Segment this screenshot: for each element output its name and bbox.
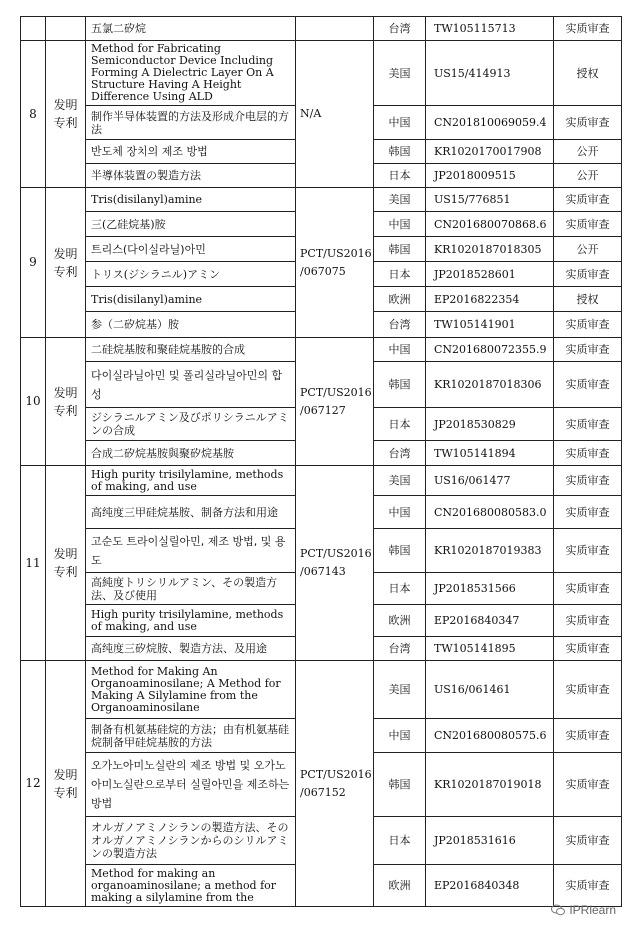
patent-title: 三(乙硅烷基)胺 <box>86 212 296 237</box>
table-row <box>21 661 622 719</box>
country: 韩国 <box>374 529 426 573</box>
country: 欧洲 <box>374 287 426 312</box>
patent-type-line2: 专利 <box>53 403 78 418</box>
patent-title: 트리스(다이실라닐)아민 <box>86 237 296 262</box>
patent-title: 合成二矽烷基胺與聚矽烷基胺 <box>86 441 296 466</box>
pct-number <box>296 17 374 41</box>
country: 台湾 <box>374 17 426 41</box>
application-number: EP2016822354 <box>426 287 554 312</box>
application-number: JP2018528601 <box>426 262 554 287</box>
table-row <box>21 188 622 212</box>
country: 韩国 <box>374 237 426 262</box>
application-number: JP2018531566 <box>426 573 554 605</box>
status: 实质审查 <box>554 529 622 573</box>
status: 实质审查 <box>554 605 622 637</box>
patent-title: 参（二矽烷基）胺 <box>86 312 296 338</box>
country: 欧洲 <box>374 865 426 907</box>
patent-type-line2: 专利 <box>53 264 78 279</box>
status: 授权 <box>554 287 622 312</box>
application-number: US16/061461 <box>426 661 554 719</box>
patent-title: トリス(ジシラニル)アミン <box>86 262 296 287</box>
application-number: JP2018009515 <box>426 164 554 188</box>
patent-type-line1: 发明 <box>53 385 78 400</box>
application-number: EP2016840348 <box>426 865 554 907</box>
row-number: 8 <box>21 41 46 188</box>
patent-title: 高纯度三甲硅烷基胺、制备方法和用途 <box>86 496 296 529</box>
application-number: TW105141901 <box>426 312 554 338</box>
pct-number-line1: PCT/US2016 <box>300 385 372 399</box>
country: 韩国 <box>374 362 426 408</box>
patent-type-line1: 发明 <box>53 98 78 112</box>
country: 欧洲 <box>374 605 426 637</box>
country: 韩国 <box>374 753 426 817</box>
country: 台湾 <box>374 441 426 466</box>
pct-number <box>296 661 374 907</box>
pct-number-line1: PCT/US2016 <box>300 547 372 560</box>
patent-title: High purity trisilylamine, methods of making, and use <box>86 466 296 496</box>
patent-type-line2: 专利 <box>53 785 78 800</box>
patent-type-line1: 发明 <box>53 246 78 261</box>
status: 实质审查 <box>554 637 622 661</box>
status: 实质审查 <box>554 466 622 496</box>
application-number: US15/414913 <box>426 41 554 106</box>
table-row <box>21 466 622 496</box>
application-number: CN201680070868.6 <box>426 212 554 237</box>
status: 实质审查 <box>554 408 622 441</box>
status: 实质审查 <box>554 719 622 753</box>
status: 实质审查 <box>554 753 622 817</box>
patent-type-line1: 发明 <box>53 547 78 561</box>
country: 日本 <box>374 408 426 441</box>
application-number: CN201680072355.9 <box>426 338 554 362</box>
application-number: TW105141894 <box>426 441 554 466</box>
status: 实质审查 <box>554 212 622 237</box>
row-number: 11 <box>21 466 46 661</box>
patent-title: 오가노아미노실란의 제조 방법 및 오가노아미노실란으로부터 실릴아민을 제조하는 방법 <box>86 753 296 817</box>
patent-title: 高純度トリシリルアミン、その製造方法、及び使用 <box>86 573 296 605</box>
application-number: KR1020187018305 <box>426 237 554 262</box>
status: 实质审查 <box>554 338 622 362</box>
pct-number <box>296 188 374 338</box>
country: 美国 <box>374 188 426 212</box>
status: 实质审查 <box>554 106 622 140</box>
status: 实质审查 <box>554 441 622 466</box>
patent-title: 二硅烷基胺和聚硅烷基胺的合成 <box>86 338 296 362</box>
status: 公开 <box>554 164 622 188</box>
country: 台湾 <box>374 312 426 338</box>
table-row <box>21 17 622 41</box>
application-number: US16/061477 <box>426 466 554 496</box>
patent-type <box>46 338 86 466</box>
watermark <box>551 903 616 917</box>
row-number: 10 <box>21 338 46 466</box>
application-number: US15/776851 <box>426 188 554 212</box>
status: 公开 <box>554 140 622 164</box>
application-number: KR1020187019383 <box>426 529 554 573</box>
row-number: 12 <box>21 661 46 907</box>
patent-title: 制作半导体装置的方法及形成介电层的方法 <box>86 106 296 140</box>
pct-number: N/A <box>296 41 374 188</box>
country: 美国 <box>374 466 426 496</box>
patent-title: Method for Fabricating Semiconductor Device Including Forming A Dielectric Layer On A Structure Having A Height Difference Using ALD <box>86 41 296 106</box>
country: 美国 <box>374 41 426 106</box>
status: 实质审查 <box>554 817 622 865</box>
status: 实质审查 <box>554 17 622 41</box>
application-number: JP2018530829 <box>426 408 554 441</box>
pct-number-line2: /067127 <box>300 403 346 417</box>
patent-title: High purity trisilylamine, methods of making, and use <box>86 605 296 637</box>
status: 授权 <box>554 41 622 106</box>
status: 实质审查 <box>554 312 622 338</box>
status: 实质审查 <box>554 661 622 719</box>
patent-title: オルガノアミノシランの製造方法、そのオルガノアミノシランからのシリルアミンの製造方法 <box>86 817 296 865</box>
application-number: CN201810069059.4 <box>426 106 554 140</box>
pct-number-line2: /067143 <box>300 565 346 578</box>
country: 中国 <box>374 106 426 140</box>
patent-type-line2: 专利 <box>53 565 78 579</box>
status: 实质审查 <box>554 188 622 212</box>
status: 实质审查 <box>554 573 622 605</box>
patent-title: 半導体装置の製造方法 <box>86 164 296 188</box>
patent-title: 制备有机氨基硅烷的方法；由有机氨基硅烷制备甲硅烷基胺的方法 <box>86 719 296 753</box>
status: 公开 <box>554 237 622 262</box>
row-number: 9 <box>21 188 46 338</box>
application-number: TW105141895 <box>426 637 554 661</box>
application-number: JP2018531616 <box>426 817 554 865</box>
application-number: CN201680080575.6 <box>426 719 554 753</box>
table-row <box>21 41 622 106</box>
status: 实质审查 <box>554 262 622 287</box>
application-number: EP2016840347 <box>426 605 554 637</box>
patent-type-line2: 专利 <box>53 116 78 130</box>
pct-number-line1: PCT/US2016 <box>300 246 372 260</box>
country: 日本 <box>374 262 426 287</box>
patent-title: ジシラニルアミン及びポリシラニルアミンの合成 <box>86 408 296 441</box>
watermark-text: IPRlearn <box>569 903 616 917</box>
wechat-icon <box>551 904 565 916</box>
country: 日本 <box>374 164 426 188</box>
patent-title: Method for making an organoaminosilane; a method for making a silylamine from the <box>86 865 296 907</box>
table-row <box>21 338 622 362</box>
country: 日本 <box>374 573 426 605</box>
application-number: TW105115713 <box>426 17 554 41</box>
patent-title: Tris(disilanyl)amine <box>86 287 296 312</box>
status: 实质审查 <box>554 496 622 529</box>
patent-type <box>46 17 86 41</box>
patent-type <box>46 188 86 338</box>
application-number: KR1020170017908 <box>426 140 554 164</box>
patent-title: 고순도 트라이실릴아민, 제조 방법, 및 용도 <box>86 529 296 573</box>
patent-type <box>46 466 86 661</box>
country: 日本 <box>374 817 426 865</box>
application-number: KR1020187018306 <box>426 362 554 408</box>
status: 实质审查 <box>554 865 622 907</box>
country: 美国 <box>374 661 426 719</box>
pct-number-line1: PCT/US2016 <box>300 767 372 781</box>
pct-number <box>296 338 374 466</box>
patent-type <box>46 41 86 188</box>
patent-table <box>20 16 622 907</box>
patent-title: Method for Making An Organoaminosilane; A Method for Making A Silylamine from the Organoaminosilane <box>86 661 296 719</box>
country: 中国 <box>374 496 426 529</box>
patent-title: 五氯二矽烷 <box>86 17 296 41</box>
patent-type-line1: 发明 <box>53 767 78 782</box>
country: 中国 <box>374 212 426 237</box>
pct-number-line2: /067075 <box>300 264 346 278</box>
patent-title: 반도체 장치의 제조 방법 <box>86 140 296 164</box>
pct-number-line2: /067152 <box>300 785 346 799</box>
country: 中国 <box>374 338 426 362</box>
application-number: CN201680080583.0 <box>426 496 554 529</box>
country: 中国 <box>374 719 426 753</box>
patent-title: Tris(disilanyl)amine <box>86 188 296 212</box>
country: 韩国 <box>374 140 426 164</box>
application-number: KR1020187019018 <box>426 753 554 817</box>
status: 实质审查 <box>554 362 622 408</box>
patent-title: 高纯度三矽烷胺、製造方法、及用途 <box>86 637 296 661</box>
row-number <box>21 17 46 41</box>
patent-title: 다이실라닐아민 및 폴리실라닐아민의 합성 <box>86 362 296 408</box>
patent-type <box>46 661 86 907</box>
pct-number <box>296 466 374 661</box>
country: 台湾 <box>374 637 426 661</box>
